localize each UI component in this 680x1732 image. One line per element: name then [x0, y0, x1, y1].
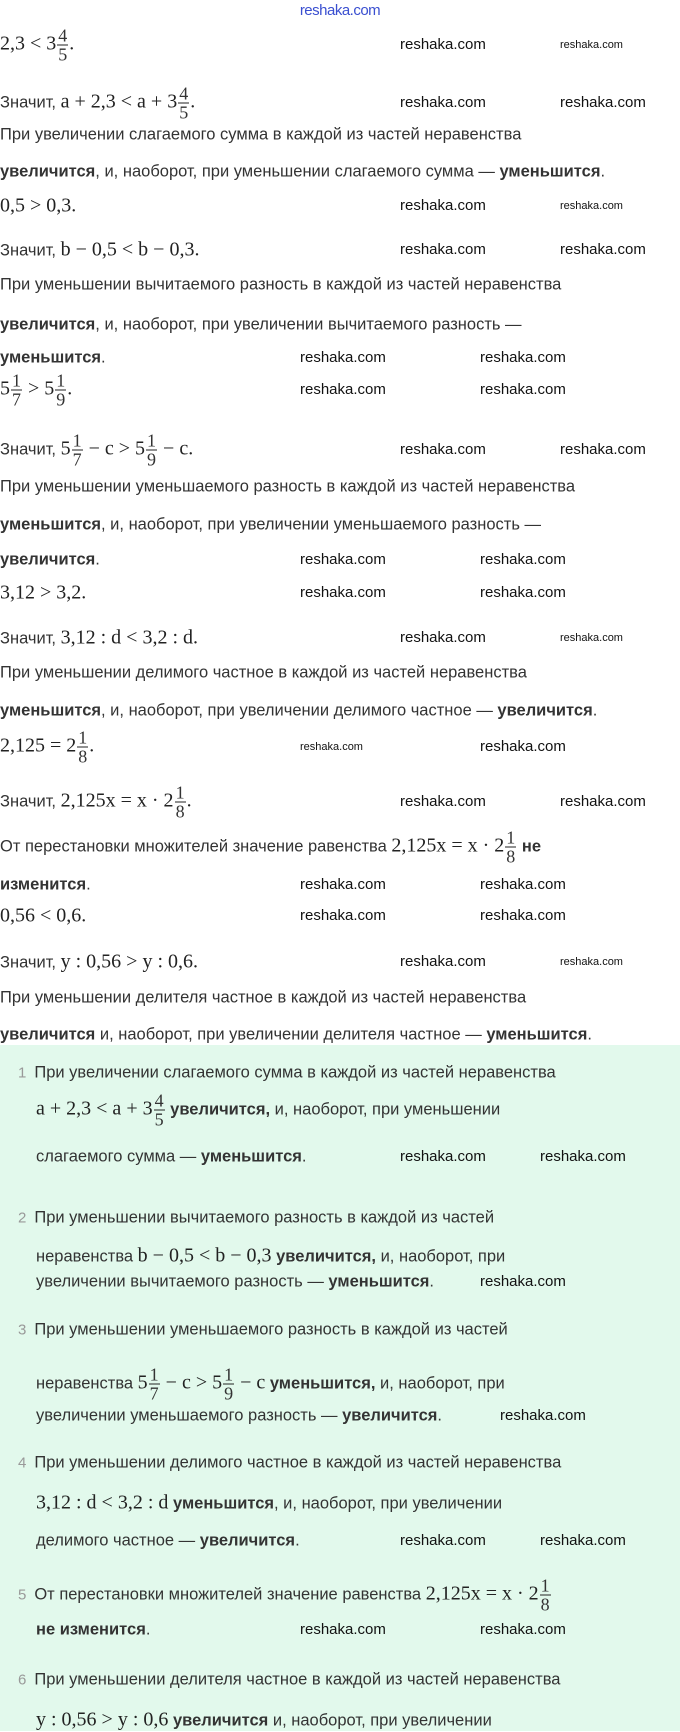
fraction	[57, 27, 68, 64]
text: При уменьшении вычитаемого разность в каждой из частей	[34, 1208, 495, 1227]
watermark-text: reshaka.com	[480, 906, 566, 924]
fraction-denominator: 5	[58, 44, 68, 65]
solution-line	[0, 702, 597, 721]
solution-line	[0, 163, 605, 182]
fraction-denominator: 5	[154, 1109, 164, 1130]
fraction-denominator: 8	[540, 1594, 550, 1615]
text: .	[301, 1147, 307, 1166]
solution-line	[0, 582, 86, 605]
solution-line	[0, 951, 198, 974]
watermark-text: reshaka.com	[400, 792, 486, 810]
fraction-denominator: 8	[175, 801, 185, 822]
text: делимого частное —	[36, 1531, 200, 1550]
text: слагаемого сумма —	[36, 1147, 201, 1166]
watermark-text: reshaka.com	[500, 1406, 586, 1424]
solution-line	[0, 349, 106, 368]
text: От перестановки множителей значение равенства	[0, 837, 392, 856]
fraction-numerator: 1	[506, 827, 516, 848]
watermark-text: reshaka.com	[480, 1620, 566, 1638]
watermark-text: reshaka.com	[300, 740, 363, 753]
watermark-text: reshaka.com	[400, 952, 486, 970]
fraction-denominator: 8	[506, 846, 516, 867]
math-expression: y : 0,56 > y : 0,6.	[60, 950, 199, 973]
math-expression: 2,3 < 3	[0, 32, 57, 55]
text: увеличении уменьшаемого разность —	[36, 1406, 343, 1425]
fraction-numerator: 4	[154, 1090, 164, 1111]
solution-line	[0, 478, 575, 497]
answer-number: 3	[18, 1321, 27, 1339]
text: .	[587, 1025, 592, 1044]
math-expression: − c.	[158, 437, 194, 460]
math-expression: .	[190, 90, 196, 113]
watermark-text: reshaka.com	[300, 348, 386, 366]
solution-line	[0, 1026, 592, 1045]
text: и, наоборот, при увеличении	[268, 1711, 492, 1730]
text: и, наоборот, при	[375, 1374, 505, 1393]
fraction-denominator: 7	[149, 1383, 159, 1404]
fraction-denominator: 9	[56, 389, 66, 410]
site-header-link[interactable]: reshaka.com	[299, 2, 381, 19]
fraction	[540, 1577, 551, 1614]
text: , и, наоборот, при увеличении вычитаемого разность —	[95, 315, 522, 334]
text: .	[145, 1620, 151, 1639]
math-expression: 3,12 : d < 3,2 : d.	[60, 626, 199, 649]
watermark-text: reshaka.com	[560, 631, 623, 644]
watermark-text: reshaka.com	[560, 93, 646, 111]
watermark-text: reshaka.com	[300, 583, 386, 601]
fraction	[178, 85, 189, 122]
bold-text: уменьшится	[0, 348, 102, 367]
bold-text: увеличится	[168, 1711, 269, 1730]
bold-text: уменьшится,	[265, 1374, 376, 1393]
watermark-text: reshaka.com	[300, 1620, 386, 1638]
solution-line	[0, 551, 100, 570]
watermark-text: reshaka.com	[480, 348, 566, 366]
text: При уменьшении делимого частное в каждой из частей неравенства	[0, 663, 527, 682]
answer-line	[36, 1621, 150, 1640]
bold-text: уменьшится	[168, 1494, 275, 1513]
text: увеличении вычитаемого разность —	[36, 1272, 329, 1291]
bold-text: уменьшится	[0, 701, 102, 720]
bold-text: увеличится	[199, 1531, 296, 1550]
text: .	[101, 348, 106, 367]
solution-line	[0, 27, 74, 64]
solution-line	[0, 316, 522, 335]
answer-line	[18, 1671, 560, 1690]
fraction-numerator: 1	[147, 430, 157, 451]
fraction	[223, 1366, 234, 1403]
fraction-denominator: 9	[224, 1383, 234, 1404]
bold-text: увеличится	[342, 1406, 438, 1425]
answer-line	[36, 1273, 434, 1292]
watermark-text: reshaka.com	[300, 906, 386, 924]
watermark-text: reshaka.com	[400, 240, 486, 258]
watermark-text: reshaka.com	[480, 737, 566, 755]
watermark-text: reshaka.com	[540, 1147, 626, 1165]
solution-line	[0, 195, 76, 218]
watermark-text: reshaka.com	[560, 38, 623, 51]
fraction	[505, 829, 516, 866]
watermark-text: reshaka.com	[300, 875, 386, 893]
watermark-text: reshaka.com	[480, 380, 566, 398]
math-expression: b − 0,5 < b − 0,3	[137, 1244, 272, 1267]
math-expression: 3,12 > 3,2.	[0, 581, 87, 604]
fraction	[146, 432, 157, 469]
watermark-text: reshaka.com	[400, 1147, 486, 1165]
solution-line	[0, 729, 94, 766]
bold-text: не изменится	[36, 1620, 146, 1639]
fraction-numerator: 1	[12, 370, 21, 391]
text: .	[86, 875, 91, 894]
watermark-text: reshaka.com	[480, 1272, 566, 1290]
text: При уменьшении уменьшаемого разность в каждой из частей неравенства	[0, 477, 576, 496]
text: и, наоборот, при	[375, 1247, 506, 1266]
fraction-denominator: 5	[179, 102, 189, 123]
solution-line	[0, 876, 91, 895]
fraction	[11, 372, 22, 409]
fraction-numerator: 1	[540, 1575, 550, 1596]
text: .	[429, 1272, 435, 1291]
answer-number: 6	[18, 1671, 27, 1689]
answer-line	[36, 1092, 500, 1129]
fraction-denominator: 9	[147, 449, 157, 470]
answer-line	[36, 1407, 442, 1426]
fraction	[72, 432, 83, 469]
math-expression: 2,125x = x · 2	[60, 789, 174, 812]
math-expression: 2,125x = x · 2	[391, 834, 505, 857]
fraction-numerator: 4	[58, 25, 68, 46]
text: От перестановки множителей значение равенства	[34, 1585, 426, 1604]
math-expression: .	[69, 32, 75, 55]
fraction	[149, 1366, 160, 1403]
bold-text: увеличится	[0, 162, 96, 181]
watermark-text: reshaka.com	[400, 628, 486, 646]
text: и, наоборот, при уменьшении	[270, 1100, 501, 1119]
solution-line	[0, 627, 198, 650]
text: Значит,	[0, 440, 61, 459]
fraction	[55, 372, 66, 409]
fraction	[154, 1092, 165, 1129]
text: , и, наоборот, при увеличении делимого частное —	[101, 701, 498, 720]
math-expression: .	[186, 789, 192, 812]
bold-text: увеличится	[0, 1025, 96, 1044]
watermark-text: reshaka.com	[400, 93, 486, 111]
solution-line	[0, 432, 193, 469]
fraction-numerator: 1	[149, 1364, 159, 1385]
text: неравенства	[36, 1374, 138, 1393]
answer-line	[36, 1148, 306, 1167]
text: .	[437, 1406, 443, 1425]
solution-line	[0, 664, 527, 683]
fraction-numerator: 1	[175, 782, 185, 803]
answer-line	[36, 1245, 505, 1268]
bold-text: уменьшится	[499, 162, 601, 181]
watermark-text: reshaka.com	[400, 35, 486, 53]
solution-line	[0, 784, 192, 821]
solution-line	[0, 372, 72, 409]
math-expression: b − 0,5 < b − 0,3.	[60, 238, 200, 261]
answer-line	[36, 1532, 300, 1551]
bold-text: уменьшится	[328, 1272, 430, 1291]
bold-text: увеличится	[0, 315, 96, 334]
text: и, наоборот, при увеличении делителя частное —	[95, 1025, 487, 1044]
answer-line	[18, 1064, 556, 1083]
text: .	[600, 162, 606, 181]
watermark-text: reshaka.com	[560, 240, 646, 258]
solution-line	[0, 829, 541, 866]
answer-number: 4	[18, 1454, 27, 1472]
text: При уменьшении вычитаемого разность в каждой из частей неравенства	[0, 275, 562, 294]
text: .	[592, 701, 598, 720]
bold-text: уменьшится	[486, 1025, 588, 1044]
text: При уменьшении делителя частное в каждой из частей неравенства	[0, 988, 527, 1007]
solution-line	[0, 989, 526, 1008]
watermark-text: reshaka.com	[560, 199, 623, 212]
fraction-numerator: 4	[179, 83, 189, 104]
text: При увеличении слагаемого сумма в каждой из частей неравенства	[0, 125, 522, 144]
text: При увеличении слагаемого сумма в каждой из частей неравенства	[34, 1063, 556, 1082]
fraction-denominator: 7	[72, 449, 82, 470]
answer-line	[36, 1366, 505, 1403]
watermark-text: reshaka.com	[400, 196, 486, 214]
text: , и, наоборот, при увеличении	[274, 1494, 503, 1513]
answer-line	[18, 1321, 508, 1340]
fraction	[77, 729, 88, 766]
solution-line	[0, 276, 561, 295]
solution-line	[0, 126, 521, 145]
solution-line	[0, 239, 199, 262]
watermark-text: reshaka.com	[400, 440, 486, 458]
math-expression: 5	[137, 1371, 148, 1394]
math-expression: 5	[60, 437, 71, 460]
text: .	[295, 1531, 300, 1550]
math-expression: 0,56 < 0,6.	[0, 904, 87, 927]
watermark-text: reshaka.com	[480, 875, 566, 893]
math-expression: − c > 5	[83, 437, 146, 460]
text: неравенства	[36, 1247, 138, 1266]
bold-text: увеличится	[497, 701, 593, 720]
math-expression: 2,125x = x · 2	[425, 1582, 539, 1605]
math-expression: y : 0,56 > y : 0,6	[36, 1708, 169, 1731]
solution-line	[0, 905, 86, 928]
math-expression: a + 2,3 < a + 3	[60, 90, 178, 113]
watermark-text: reshaka.com	[560, 440, 646, 458]
bold-text: уменьшится	[0, 515, 102, 534]
bold-text: изменится	[0, 875, 87, 894]
text: При уменьшении уменьшаемого разность в каждой из частей	[34, 1320, 508, 1339]
text: .	[95, 550, 100, 569]
math-expression: − c	[235, 1371, 266, 1394]
watermark-text: reshaka.com	[560, 792, 646, 810]
bold-text: увеличится	[0, 550, 96, 569]
answer-number: 2	[18, 1209, 27, 1227]
bold-text: увеличится,	[165, 1100, 271, 1119]
math-expression: 0,5 > 0,3.	[0, 194, 77, 217]
answer-number: 5	[18, 1586, 27, 1604]
math-expression: a + 2,3 < a + 3	[36, 1097, 153, 1120]
watermark-text: reshaka.com	[300, 550, 386, 568]
math-expression: − c > 5	[160, 1371, 223, 1394]
watermark-text: reshaka.com	[480, 583, 566, 601]
fraction-denominator: 7	[12, 389, 21, 410]
math-expression: 2,125 = 2	[0, 734, 77, 757]
bold-text: не	[517, 837, 542, 856]
math-expression: 5	[0, 377, 10, 400]
fraction-numerator: 1	[78, 727, 88, 748]
text: При уменьшении делителя частное в каждой из частей неравенства	[34, 1670, 561, 1689]
watermark-text: reshaka.com	[540, 1531, 626, 1549]
text: Значит,	[0, 953, 61, 972]
answer-line	[18, 1577, 552, 1614]
answer-line	[36, 1492, 502, 1515]
answer-number: 1	[18, 1064, 27, 1082]
math-expression: > 5	[23, 377, 55, 400]
fraction	[175, 784, 186, 821]
watermark-text: reshaka.com	[480, 550, 566, 568]
solution-line	[0, 516, 541, 535]
text: , и, наоборот, при увеличении уменьшаемого разность —	[101, 515, 541, 534]
fraction-numerator: 1	[72, 430, 82, 451]
text: Значит,	[0, 93, 61, 112]
answer-line	[18, 1209, 494, 1228]
fraction-denominator: 8	[78, 746, 88, 767]
text: Значит,	[0, 792, 61, 811]
watermark-text: reshaka.com	[560, 955, 623, 968]
text: Значит,	[0, 629, 61, 648]
answer-line	[18, 1454, 561, 1473]
fraction-numerator: 1	[224, 1364, 234, 1385]
solution-line	[0, 85, 195, 122]
math-expression: .	[67, 377, 73, 400]
bold-text: увеличится,	[271, 1247, 376, 1266]
bold-text: уменьшится	[200, 1147, 302, 1166]
watermark-text: reshaka.com	[400, 1531, 486, 1549]
answer-line	[36, 1709, 492, 1732]
fraction-numerator: 1	[56, 370, 66, 391]
text: Значит,	[0, 241, 61, 260]
text: При уменьшении делимого частное в каждой из частей неравенства	[34, 1453, 562, 1472]
text: , и, наоборот, при уменьшении слагаемого сумма —	[95, 162, 500, 181]
math-expression: .	[89, 734, 95, 757]
watermark-text: reshaka.com	[300, 380, 386, 398]
math-expression: 3,12 : d < 3,2 : d	[36, 1491, 169, 1514]
